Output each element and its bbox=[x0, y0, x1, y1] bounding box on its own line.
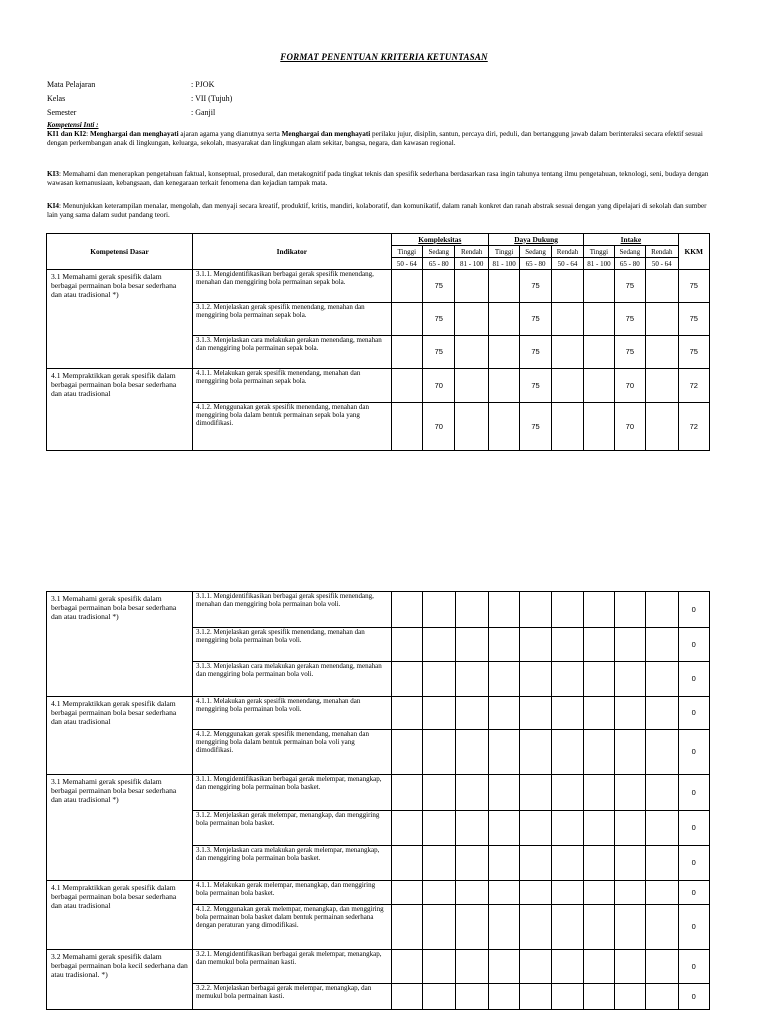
score-cell: 75 bbox=[520, 336, 551, 369]
empty-cell bbox=[455, 881, 488, 905]
empty-cell bbox=[551, 270, 583, 303]
kkm-cell: 0 bbox=[678, 846, 709, 881]
empty-cell bbox=[584, 403, 614, 451]
kkm-cell: 0 bbox=[678, 881, 709, 905]
indikator-cell: 3.1.1. Mengidentifikasikan berbagai gerak melempar, menangkap, dan menggiring bola permainan bola basket. bbox=[192, 775, 391, 811]
empty-cell bbox=[423, 881, 455, 905]
empty-cell bbox=[551, 905, 583, 950]
kompetensi-dasar-cell: 3.1 Memahami gerak spesifik dalam berbagai permainan bola besar sederhana dan atau tradisional *) bbox=[47, 592, 193, 697]
kkm-cell: 72 bbox=[678, 403, 710, 451]
score-cell: 75 bbox=[614, 270, 645, 303]
empty-cell bbox=[391, 811, 422, 846]
ki1-part: ajaran agama yang dianutnya serta bbox=[178, 130, 282, 138]
empty-cell bbox=[455, 905, 488, 950]
empty-cell bbox=[455, 403, 488, 451]
empty-cell bbox=[646, 662, 678, 697]
empty-cell bbox=[646, 628, 678, 662]
empty-cell bbox=[455, 336, 488, 369]
empty-cell bbox=[423, 730, 455, 775]
header-intake: Intake bbox=[584, 234, 678, 246]
empty-cell bbox=[520, 984, 551, 1010]
empty-cell bbox=[391, 881, 422, 905]
indikator-cell: 4.1.1. Melakukan gerak spesifik menendang, menahan dan menggiring bola permainan sepak bola. bbox=[192, 369, 391, 403]
empty-cell bbox=[455, 369, 488, 403]
empty-cell bbox=[584, 369, 614, 403]
empty-cell bbox=[488, 950, 519, 984]
empty-cell bbox=[391, 662, 422, 697]
range-cell: 50 - 64 bbox=[551, 258, 583, 270]
score-cell: 75 bbox=[614, 336, 645, 369]
score-cell: 70 bbox=[423, 403, 455, 451]
meta-label: Mata Pelajaran bbox=[47, 80, 96, 89]
kompetensi-inti-heading: Kompetensi Inti : bbox=[47, 121, 99, 129]
ki3-text bbox=[47, 170, 711, 188]
empty-cell bbox=[614, 592, 645, 628]
empty-cell bbox=[551, 336, 583, 369]
empty-cell bbox=[551, 403, 583, 451]
indikator-cell: 3.1.3. Menjelaskan cara melakukan gerakan menendang, menahan dan menggiring bola permainan sepak bola. bbox=[192, 336, 391, 369]
empty-cell bbox=[488, 592, 519, 628]
empty-cell bbox=[520, 905, 551, 950]
kkm-cell: 0 bbox=[678, 984, 709, 1010]
empty-cell bbox=[551, 730, 583, 775]
empty-cell bbox=[455, 303, 488, 336]
ki4-lead: KI4 bbox=[47, 202, 59, 210]
header-indikator: Indikator bbox=[192, 234, 391, 270]
indikator-cell: 3.2.1. Mengidentifikasikan berbagai gerak melempar, menangkap, dan memukul bola permainan kasti. bbox=[192, 950, 391, 984]
empty-cell bbox=[391, 846, 422, 881]
header-rendah: Rendah bbox=[455, 246, 488, 258]
empty-cell bbox=[614, 775, 645, 811]
kkm-cell: 0 bbox=[678, 730, 709, 775]
empty-cell bbox=[646, 881, 678, 905]
empty-cell bbox=[520, 881, 551, 905]
empty-cell bbox=[551, 846, 583, 881]
empty-cell bbox=[551, 662, 583, 697]
kkm-table-voli-basket-kasti bbox=[46, 591, 710, 1010]
empty-cell bbox=[584, 336, 614, 369]
empty-cell bbox=[614, 846, 645, 881]
empty-cell bbox=[520, 697, 551, 730]
empty-cell bbox=[488, 403, 519, 451]
empty-cell bbox=[584, 697, 614, 730]
table-row bbox=[47, 369, 710, 403]
indikator-cell: 3.1.2. Menjelaskan gerak spesifik menendang, menahan dan menggiring bola permainan bola voli. bbox=[192, 628, 391, 662]
table-row bbox=[47, 775, 710, 811]
meta-label: Kelas bbox=[47, 94, 66, 103]
empty-cell bbox=[584, 303, 614, 336]
empty-cell bbox=[520, 950, 551, 984]
kompetensi-dasar-cell: 4.1 Mempraktikkan gerak spesifik dalam berbagai permainan bola besar sederhana dan atau tradisional bbox=[47, 369, 193, 451]
empty-cell bbox=[488, 662, 519, 697]
empty-cell bbox=[646, 303, 678, 336]
empty-cell bbox=[391, 369, 422, 403]
kompetensi-dasar-cell: 3.1 Memahami gerak spesifik dalam berbagai permainan bola besar sederhana dan atau tradisional *) bbox=[47, 775, 193, 881]
empty-cell bbox=[614, 697, 645, 730]
ki4-body: : Menunjukkan keterampilan menalar, mengolah, dan menyaji secara kreatif, produktif, kritis, mandiri, kolaboratif, dan komunikatif, dalam ranah konkret dan ranah abstrak sesuai dengan yang dipelajari di sekolah dan sumber lain yang sama dalam sudut pandang teori. bbox=[47, 202, 707, 219]
empty-cell bbox=[520, 811, 551, 846]
empty-cell bbox=[391, 270, 422, 303]
document-title: FORMAT PENENTUAN KRITERIA KETUNTASAN bbox=[280, 52, 488, 62]
empty-cell bbox=[614, 811, 645, 846]
empty-cell bbox=[423, 846, 455, 881]
empty-cell bbox=[614, 730, 645, 775]
indikator-cell: 3.1.1. Mengidentifikasikan berbagai gerak spesifik menendang, menahan dan menggiring bola permainan sepak bola. bbox=[192, 270, 391, 303]
kkm-cell: 0 bbox=[678, 662, 709, 697]
empty-cell bbox=[423, 984, 455, 1010]
empty-cell bbox=[455, 697, 488, 730]
range-cell: 65 - 80 bbox=[423, 258, 455, 270]
empty-cell bbox=[488, 811, 519, 846]
empty-cell bbox=[584, 775, 614, 811]
indikator-cell: 3.1.3. Menjelaskan cara melakukan gerakan menendang, menahan dan menggiring bola permainan bola voli. bbox=[192, 662, 391, 697]
empty-cell bbox=[423, 811, 455, 846]
empty-cell bbox=[488, 628, 519, 662]
meta-mata-pelajaran bbox=[47, 79, 214, 90]
score-cell: 75 bbox=[520, 369, 551, 403]
score-cell: 75 bbox=[520, 403, 551, 451]
score-cell: 75 bbox=[423, 270, 455, 303]
empty-cell bbox=[614, 905, 645, 950]
header-sedang: Sedang bbox=[520, 246, 551, 258]
kompetensi-inti-block bbox=[47, 121, 711, 148]
kompetensi-dasar-cell: 4.1 Mempraktikkan gerak spesifik dalam berbagai permainan bola besar sederhana dan atau tradisional bbox=[47, 697, 193, 775]
empty-cell bbox=[646, 730, 678, 775]
empty-cell bbox=[584, 270, 614, 303]
range-cell: 65 - 80 bbox=[520, 258, 551, 270]
empty-cell bbox=[646, 905, 678, 950]
ki4-text bbox=[47, 202, 711, 220]
empty-cell bbox=[488, 270, 519, 303]
kompetensi-dasar-cell: 3.1 Memahami gerak spesifik dalam berbagai permainan bola besar sederhana dan atau tradisional *) bbox=[47, 270, 193, 369]
empty-cell bbox=[584, 984, 614, 1010]
empty-cell bbox=[551, 775, 583, 811]
empty-cell bbox=[584, 662, 614, 697]
empty-cell bbox=[520, 775, 551, 811]
ki1-text bbox=[47, 130, 711, 148]
meta-value: : Ganjil bbox=[191, 108, 216, 117]
table-row bbox=[47, 270, 710, 303]
range-cell: 81 - 100 bbox=[455, 258, 488, 270]
ki3-body: : Memahami dan menerapkan pengetahuan faktual, konseptual, prosedural, dan metakognitif pada tingkat teknis dan spesifik sederhana berdasarkan rasa ingin tahunya tentang ilmu pengetahuan, teknologi, seni, budaya dengan wawasan kemanusiaan, kebangsaan, dan kenegaraan terkait fenomena dan kejadian tampak mata. bbox=[47, 170, 709, 187]
empty-cell bbox=[646, 697, 678, 730]
indikator-cell: 4.1.2. Menggunakan gerak spesifik menendang, menahan dan menggiring bola dalam bentuk permainan sepak bola yang dimodifikasi. bbox=[192, 403, 391, 451]
header-rendah: Rendah bbox=[551, 246, 583, 258]
empty-cell bbox=[455, 628, 488, 662]
empty-cell bbox=[455, 775, 488, 811]
meta-semester bbox=[47, 107, 215, 118]
indikator-cell: 4.1.1. Melakukan gerak melempar, menangkap, dan menggiring bola permainan bola basket. bbox=[192, 881, 391, 905]
empty-cell bbox=[488, 984, 519, 1010]
empty-cell bbox=[551, 592, 583, 628]
empty-cell bbox=[455, 592, 488, 628]
empty-cell bbox=[551, 369, 583, 403]
empty-cell bbox=[391, 775, 422, 811]
empty-cell bbox=[455, 662, 488, 697]
indikator-cell: 3.1.1. Mengidentifikasikan berbagai gerak spesifik menendang, menahan dan menggiring bola permainan bola voli. bbox=[192, 592, 391, 628]
empty-cell bbox=[488, 775, 519, 811]
score-cell: 70 bbox=[423, 369, 455, 403]
empty-cell bbox=[423, 775, 455, 811]
empty-cell bbox=[455, 984, 488, 1010]
kkm-cell: 72 bbox=[678, 369, 710, 403]
empty-cell bbox=[391, 628, 422, 662]
indikator-cell: 4.1.2. Menggunakan gerak spesifik menendang, menahan dan menggiring bola dalam bentuk permainan bola voli yang dimodifikasi. bbox=[192, 730, 391, 775]
empty-cell bbox=[646, 775, 678, 811]
indikator-cell: 3.1.2. Menjelaskan gerak melempar, menangkap, dan menggiring bola permainan bola basket. bbox=[192, 811, 391, 846]
indikator-cell: 3.1.3. Menjelaskan cara melakukan gerak melempar, menangkap, dan menggiring bola permainan bola basket. bbox=[192, 846, 391, 881]
ki1-bold: Menghargai dan menghayati bbox=[89, 130, 179, 138]
empty-cell bbox=[614, 662, 645, 697]
table-row bbox=[47, 592, 710, 628]
empty-cell bbox=[423, 628, 455, 662]
empty-cell bbox=[584, 628, 614, 662]
header-kompetensi-dasar: Kompetensi Dasar bbox=[47, 234, 193, 270]
ki1-part: perilaku jujur, disiplin, santun, percaya diri, peduli, dan bertanggung jawab dalam berinteraksi secara efektif sesuai dengan perkembangan anak di lingkungan, keluarga, sekolah, masyarakat dan lingkungan alam sekitar, bangsa, negara, dan kawasan regional. bbox=[47, 130, 703, 147]
empty-cell bbox=[520, 592, 551, 628]
empty-cell bbox=[614, 628, 645, 662]
empty-cell bbox=[488, 369, 519, 403]
empty-cell bbox=[488, 336, 519, 369]
empty-cell bbox=[646, 403, 678, 451]
table-row bbox=[47, 881, 710, 905]
meta-kelas bbox=[47, 93, 232, 104]
empty-cell bbox=[455, 846, 488, 881]
empty-cell bbox=[488, 905, 519, 950]
score-cell: 75 bbox=[614, 303, 645, 336]
empty-cell bbox=[520, 628, 551, 662]
header-daya-dukung: Daya Dukung bbox=[488, 234, 583, 246]
meta-label: Semester bbox=[47, 108, 77, 117]
empty-cell bbox=[551, 881, 583, 905]
kkm-cell: 0 bbox=[678, 905, 709, 950]
ki1-bold: Menghargai dan menghayati bbox=[281, 130, 371, 138]
score-cell: 70 bbox=[614, 369, 645, 403]
empty-cell bbox=[646, 369, 678, 403]
score-cell: 70 bbox=[614, 403, 645, 451]
range-cell: 81 - 100 bbox=[584, 258, 614, 270]
range-cell: 50 - 64 bbox=[391, 258, 422, 270]
empty-cell bbox=[646, 950, 678, 984]
empty-cell bbox=[614, 950, 645, 984]
indikator-cell: 4.1.1. Melakukan gerak spesifik menendang, menahan dan menggiring bola permainan bola voli. bbox=[192, 697, 391, 730]
kkm-cell: 75 bbox=[678, 336, 710, 369]
table-row bbox=[47, 950, 710, 984]
empty-cell bbox=[614, 984, 645, 1010]
empty-cell bbox=[646, 336, 678, 369]
empty-cell bbox=[551, 950, 583, 984]
kkm-cell: 75 bbox=[678, 303, 710, 336]
kkm-table-sepak-bola bbox=[46, 233, 710, 451]
kkm-cell: 0 bbox=[678, 592, 709, 628]
kkm-cell: 0 bbox=[678, 628, 709, 662]
header-kompleksitas: Kompleksitas bbox=[391, 234, 488, 246]
empty-cell bbox=[423, 950, 455, 984]
indikator-cell: 4.1.2. Menggunakan gerak melempar, menangkap, dan menggiring bola permainan bola basket dalam bentuk permainan sederhana dengan peraturan yang dimodifikasi. bbox=[192, 905, 391, 950]
empty-cell bbox=[391, 730, 422, 775]
empty-cell bbox=[520, 730, 551, 775]
header-rendah: Rendah bbox=[646, 246, 678, 258]
empty-cell bbox=[584, 730, 614, 775]
empty-cell bbox=[423, 662, 455, 697]
empty-cell bbox=[488, 881, 519, 905]
empty-cell bbox=[646, 270, 678, 303]
empty-cell bbox=[423, 592, 455, 628]
header-kkm: KKM bbox=[678, 234, 710, 270]
empty-cell bbox=[646, 984, 678, 1010]
header-tinggi: Tinggi bbox=[488, 246, 519, 258]
kompetensi-dasar-cell: 3.2 Memahami gerak spesifik dalam berbagai permainan bola kecil sederhana dan atau tradisional. *) bbox=[47, 950, 193, 1010]
ki3-lead: KI3 bbox=[47, 170, 59, 178]
kkm-cell: 0 bbox=[678, 950, 709, 984]
empty-cell bbox=[391, 403, 422, 451]
empty-cell bbox=[455, 730, 488, 775]
empty-cell bbox=[455, 270, 488, 303]
empty-cell bbox=[614, 881, 645, 905]
empty-cell bbox=[391, 697, 422, 730]
header-sedang: Sedang bbox=[423, 246, 455, 258]
empty-cell bbox=[551, 811, 583, 846]
empty-cell bbox=[520, 662, 551, 697]
empty-cell bbox=[551, 984, 583, 1010]
header-tinggi: Tinggi bbox=[584, 246, 614, 258]
empty-cell bbox=[488, 697, 519, 730]
empty-cell bbox=[584, 881, 614, 905]
meta-value: : VII (Tujuh) bbox=[191, 94, 233, 103]
meta-value: : PJOK bbox=[191, 80, 215, 89]
empty-cell bbox=[391, 984, 422, 1010]
kompetensi-dasar-cell: 4.1 Mempraktikkan gerak spesifik dalam berbagai permainan bola besar sederhana dan atau tradisional bbox=[47, 881, 193, 950]
ki1-part: : bbox=[86, 130, 90, 138]
score-cell: 75 bbox=[520, 303, 551, 336]
kkm-cell: 0 bbox=[678, 775, 709, 811]
empty-cell bbox=[455, 950, 488, 984]
empty-cell bbox=[391, 592, 422, 628]
empty-cell bbox=[488, 303, 519, 336]
table-row bbox=[47, 697, 710, 730]
empty-cell bbox=[423, 697, 455, 730]
empty-cell bbox=[646, 592, 678, 628]
score-cell: 75 bbox=[520, 270, 551, 303]
empty-cell bbox=[520, 846, 551, 881]
empty-cell bbox=[584, 846, 614, 881]
empty-cell bbox=[551, 697, 583, 730]
empty-cell bbox=[391, 336, 422, 369]
empty-cell bbox=[391, 905, 422, 950]
empty-cell bbox=[584, 950, 614, 984]
range-cell: 81 - 100 bbox=[488, 258, 519, 270]
score-cell: 75 bbox=[423, 336, 455, 369]
empty-cell bbox=[551, 628, 583, 662]
empty-cell bbox=[488, 846, 519, 881]
empty-cell bbox=[391, 950, 422, 984]
kkm-cell: 0 bbox=[678, 697, 709, 730]
empty-cell bbox=[584, 905, 614, 950]
header-tinggi: Tinggi bbox=[391, 246, 422, 258]
empty-cell bbox=[423, 905, 455, 950]
empty-cell bbox=[646, 846, 678, 881]
empty-cell bbox=[646, 811, 678, 846]
empty-cell bbox=[391, 303, 422, 336]
empty-cell bbox=[488, 730, 519, 775]
kkm-cell: 0 bbox=[678, 811, 709, 846]
score-cell: 75 bbox=[423, 303, 455, 336]
empty-cell bbox=[584, 592, 614, 628]
indikator-cell: 3.1.2. Menjelaskan gerak spesifik menendang, menahan dan menggiring bola permainan sepak bola. bbox=[192, 303, 391, 336]
empty-cell bbox=[584, 811, 614, 846]
ki1-lead: KI1 dan KI2 bbox=[47, 130, 87, 138]
header-sedang: Sedang bbox=[614, 246, 645, 258]
empty-cell bbox=[551, 303, 583, 336]
indikator-cell: 3.2.2. Menjelaskan berbagai gerak melempar, menangkap, dan memukul bola permainan kasti. bbox=[192, 984, 391, 1010]
range-cell: 50 - 64 bbox=[646, 258, 678, 270]
range-cell: 65 - 80 bbox=[614, 258, 645, 270]
kkm-cell: 75 bbox=[678, 270, 710, 303]
empty-cell bbox=[455, 811, 488, 846]
